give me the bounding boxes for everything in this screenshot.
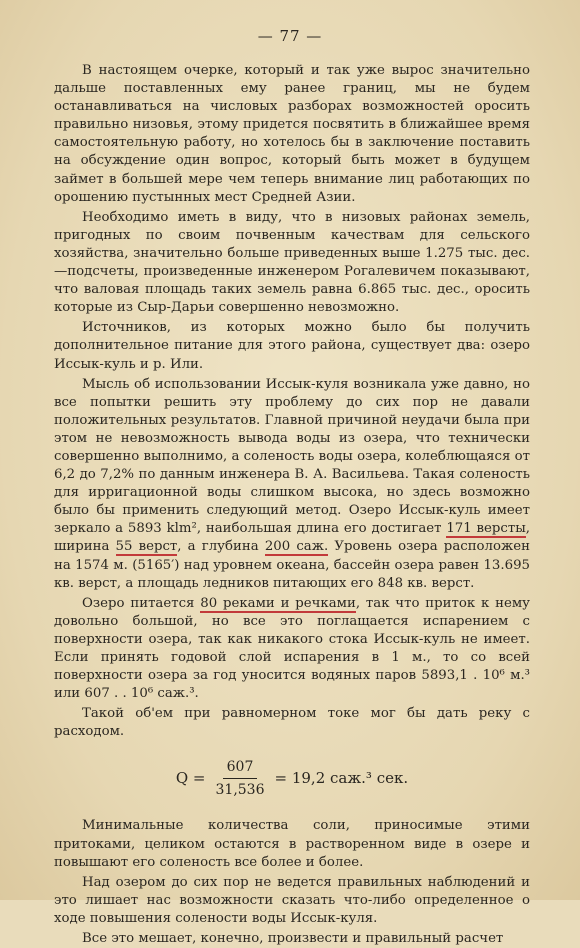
formula-fraction <box>212 758 269 799</box>
formula-numerator: 607 <box>223 758 258 779</box>
formula-rhs: = 19,2 саж.³ сек. <box>274 769 409 788</box>
formula-lhs: Q = <box>175 769 206 788</box>
paragraph-9: Все это мешает, конечно, произвести и правильный расчет <box>82 931 504 947</box>
paragraph-4-text-a: Мысль об использовании Иссык-куля возникала уже давно, но все попытки решить эту проблему до сих пор не давали положительных результатов. Главной причиной неудачи была при этом не невозможность вывода воды из озера, что технически совершенно выполнимо, а соленость воды озера, колеблющаяся от 6,2 до 7,2% по данным инженера В. А. Васильева. Такая соленость для ирригационной воды слишком высока, но здесь возможно было бы применить следующий метод. Озеро Иссык-куль имеет зеркало а 5893 klm², наибольшая длина его достигает <box>54 376 530 537</box>
paragraph-5 <box>54 595 530 704</box>
underlined-width: 55 верст <box>115 539 178 555</box>
page-number: — 77 — <box>257 27 323 45</box>
flow-formula <box>54 749 530 807</box>
underlined-depth: 200 саж. <box>264 539 329 555</box>
paragraph-5-text-a: Озеро питается <box>82 595 201 611</box>
paragraph-4-text-d: Уровень озера расположен на 1574 м. (5165′) над уровнем океана, бассейн озера равен 13.695 кв. верст, а площадь ледников питающих его 848 кв. верст. <box>54 539 530 591</box>
paragraph-4-text-c: , а глубина <box>177 539 265 555</box>
underlined-length: 171 версты <box>446 521 526 537</box>
paragraph-2: Необходимо иметь в виду, что в низовых районах земель, пригодных по своим почвенным качествам для сельского хозяйства, значительно больше приведенных выше 1.275 тыс. дес.—подсчеты, произведенные инженером Рогалевичем показывают, что валовая площадь таких земель равна 6.865 тыс. дес., оросить которые из Сыр-Дарьи совершенно невозможно. <box>54 209 530 316</box>
paragraph-8: Над озером до сих пор не ведется правильных наблюдений и это лишает нас возможности сказать что-либо определенное о ходе повышения солености воды Иссык-куля. <box>54 874 530 926</box>
paragraph-1: В настоящем очерке, который и так уже вырос значительно дальше поставленных ему ранее границ, мы не будем останавливаться на числовых разборах возможностей оросить правильно низовья, этому придется посвятить в ближайшее время самостоятельную работу, но хотелось бы в заключение поставить на обсуждение один вопрос, который быть может в будущем займет в большей мере чем теперь внимание лиц работающих по орошению пустынных мест Средней Азии. <box>54 63 530 205</box>
underlined-rivers: 80 реками и речками <box>200 595 356 611</box>
formula-denominator: 31,536 <box>215 781 265 798</box>
paragraph-6: Такой об'ем при равномерном токе мог бы дать реку с расходом. <box>54 706 530 740</box>
page-body <box>54 62 530 948</box>
paragraph-7: Минимальные количества соли, приносимые этими притоками, целиком остаются в растворенном виде в озере и повышают его соленость все более и более. <box>54 818 530 870</box>
paragraph-3: Источников, из которых можно было бы получить дополнительное питание для этого района, существует два: озеро Иссык-куль и р. Или. <box>54 320 530 372</box>
paragraph-5-text-b: , так что приток к нему довольно большой, но все это поглащается испарением с поверхности озера, так как никакого стока Иссык-куль не имеет. Если принять годовой слой испарения в 1 м., то со всей поверхности озера за год уносится водяных паров 5893,1 . 10⁶ м.³ или 607 . . 10⁶ саж.³. <box>54 595 530 702</box>
paragraph-4-text-b: , ширина <box>54 521 531 555</box>
paragraph-4 <box>54 376 530 593</box>
